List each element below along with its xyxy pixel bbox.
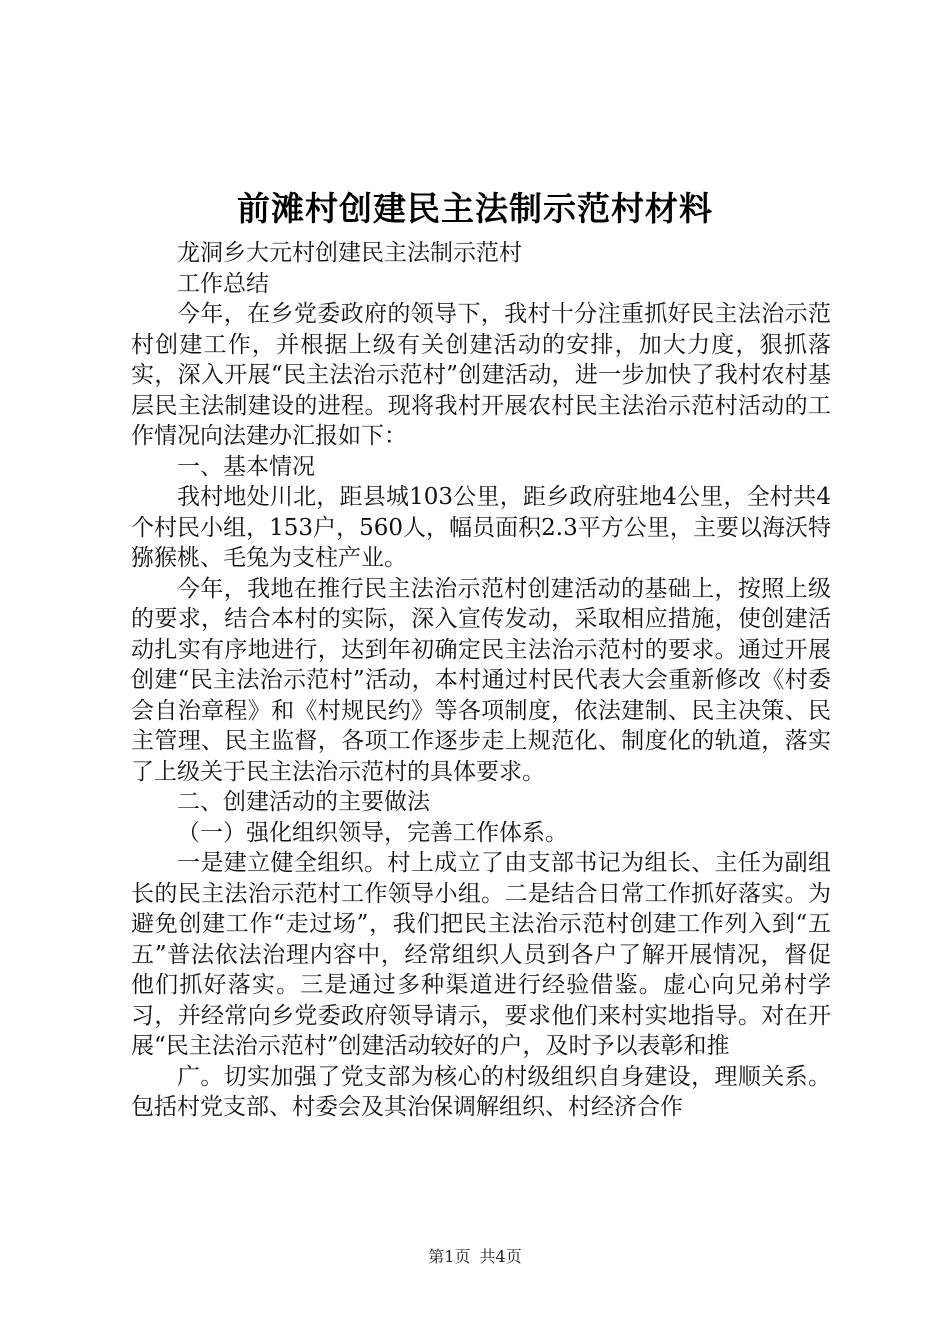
- page-number: 第1页: [428, 1247, 471, 1266]
- page-total: 共4页: [479, 1247, 522, 1266]
- paragraph-subtitle: 龙洞乡大元村创建民主法制示范村: [177, 240, 522, 266]
- section-heading-basic: 一、基本情况: [177, 453, 315, 480]
- document-body: [131, 238, 831, 1123]
- paragraph-intro: 今年，在乡党委政府的领导下，我村十分注重抓好民主法治示范村创建工作，并根据上级有关创建活动的安排，加大力度，狠抓落实，深入开展“民主法治示范村”创建活动，进一步加快了我村农村基层民主法制建设的进程。现将我村开展农村民主法治示范村活动的工作情况向法建办汇报如下：: [131, 301, 831, 449]
- paragraph-progress: 今年，我地在推行民主法治示范村创建活动的基础上，按照上级的要求，结合本村的实际，深入宣传发动，采取相应措施，使创建活动扎实有序地进行，达到年初确定民主法治示范村的要求。通过开展创建“民主法治示范村”活动，本村通过村民代表大会重新修改《村委会自治章程》和《村规民约》等各项制度，依法建制、民主决策、民主管理、民主监督，各项工作逐步走上规范化、制度化的轨道，落实了上级关于民主法治示范村的具体要求。: [131, 575, 831, 785]
- page-footer: [0, 1247, 950, 1267]
- paragraph-basic-info: 我村地处川北，距县城103公里，距乡政府驻地4公里，全村共4个村民小组，153户，560人，幅员面积2.3平方公里，主要以海沃特猕猴桃、毛兔为支柱产业。: [131, 484, 831, 571]
- paragraph-continuation: 广。切实加强了党支部为核心的村级组织自身建设，理顺关系。包括村党支部、村委会及其治保调解组织、村经济合作: [131, 1063, 831, 1120]
- document-title: 前滩村创建民主法制示范村材料: [237, 189, 713, 228]
- section-heading-methods: 二、创建活动的主要做法: [177, 789, 430, 815]
- subsection-heading-1: （一）强化组织领导，完善工作体系。: [177, 819, 568, 846]
- paragraph-subtitle-2: 工作总结: [177, 270, 269, 297]
- paragraph-organization: 一是建立健全组织。村上成立了由支部书记为组长、主任为副组长的民主法治示范村工作领导小组。二是结合日常工作抓好落实。为避免创建工作“走过场”，我们把民主法治示范村创建工作列入到“五五”普法依法治理内容中，经常组织人员到各户了解开展情况，督促他们抓好落实。三是通过多种渠道进行经验借鉴。虚心向兄弟村学习，并经常向乡党委政府领导请示，要求他们来村实地指导。对在开展“民主法治示范村”创建活动较好的户，及时予以表彰和推: [131, 850, 831, 1059]
